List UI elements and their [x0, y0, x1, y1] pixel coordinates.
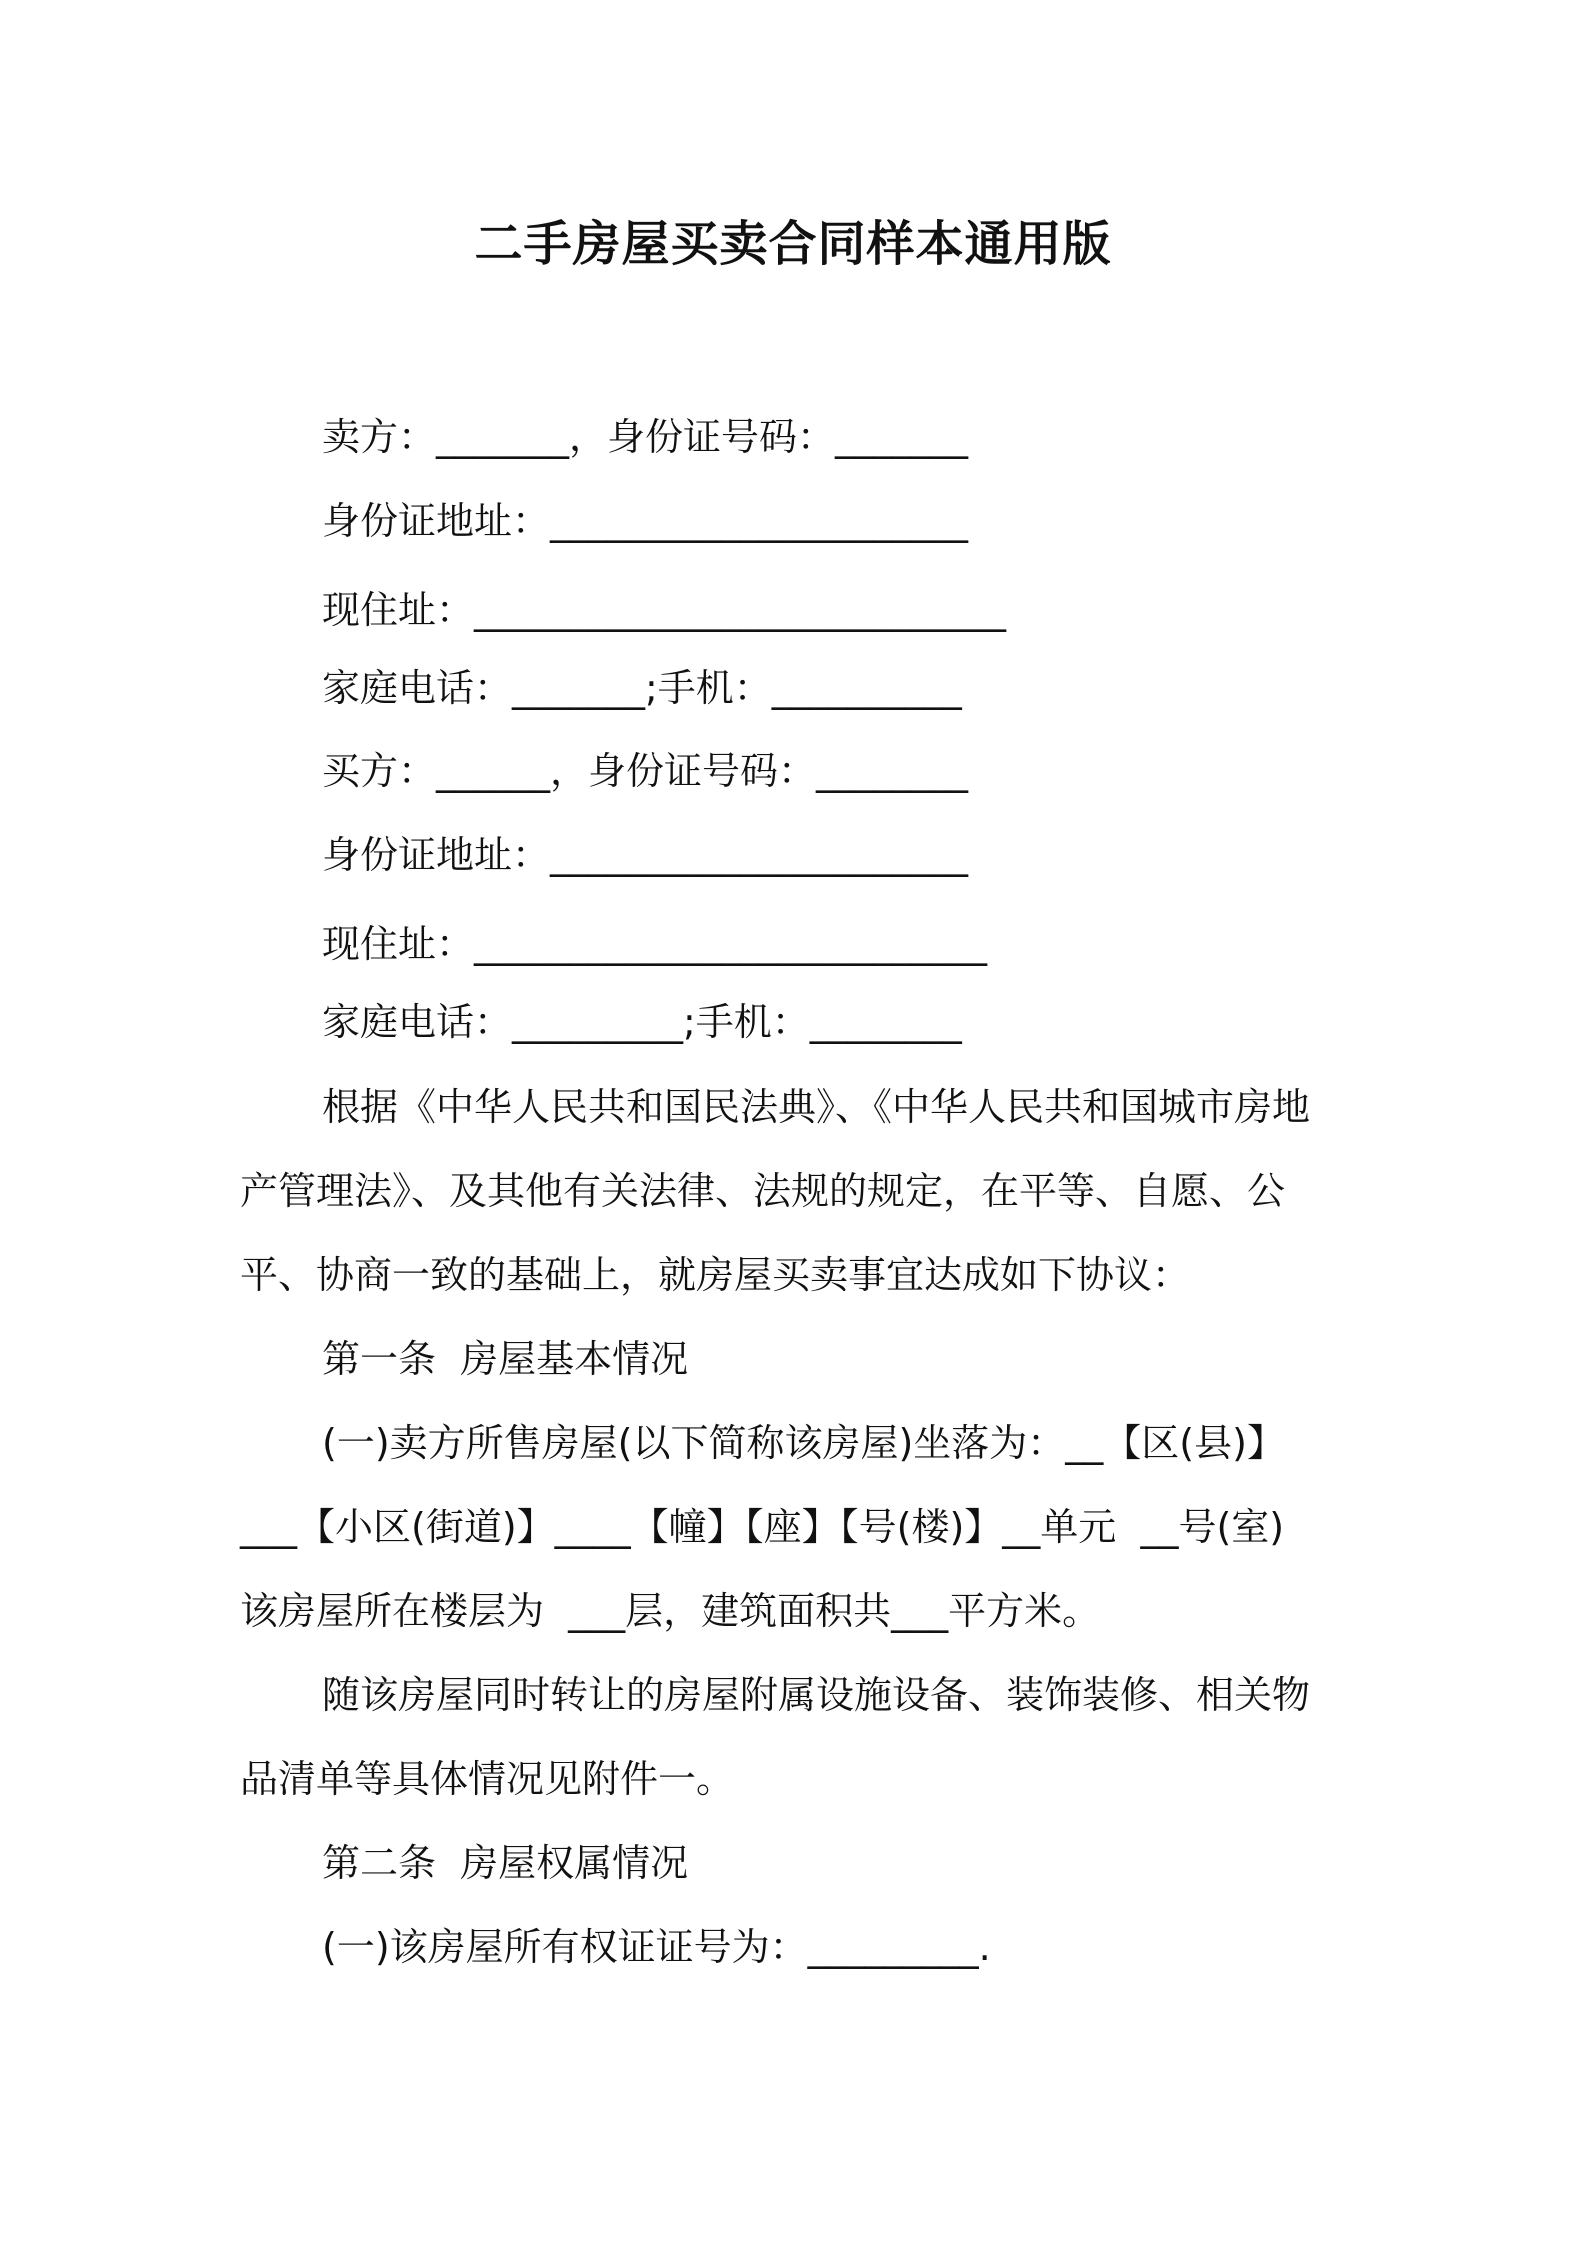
buyer-name-id-line: 买方：______，身份证号码：________: [322, 749, 969, 793]
buyer-current-address-line: 现住址：___________________________: [322, 922, 988, 966]
preamble-line-3: 平、协商一致的基础上，就房屋买卖事宜达成如下协议：: [240, 1253, 1191, 1297]
seller-current-address-line: 现住址：____________________________: [322, 588, 1007, 632]
seller-phone-line: 家庭电话：_______;手机：__________: [322, 666, 962, 710]
preamble-line-1: 根据《中华人民共和国民法典》、《中华人民共和国城市房地: [322, 1085, 1311, 1129]
buyer-id-address-line: 身份证地址：______________________: [322, 833, 969, 877]
article-1-para-2-line-2: 品清单等具体情况见附件一。: [240, 1757, 735, 1801]
document-title: 二手房屋买卖合同样本通用版: [474, 216, 1112, 272]
preamble-line-2: 产管理法》、及其他有关法律、法规的规定，在平等、自愿、公: [240, 1169, 1286, 1213]
article-1-heading: 第一条 房屋基本情况: [322, 1337, 689, 1381]
seller-name-id-line: 卖方：_______，身份证号码：_______: [322, 415, 969, 459]
article-2-heading: 第二条 房屋权属情况: [322, 1841, 689, 1885]
article-1-para-1-line-1: (一)卖方所售房屋(以下简称该房屋)坐落为：__【区(县)】: [322, 1421, 1285, 1465]
article-1-para-1-line-3: 该房屋所在楼层为 ___层，建筑面积共___平方米。: [240, 1589, 1101, 1633]
article-1-para-1-line-2: ___【小区(街道)】____【幢】【座】【号(楼)】__单元 __号(室): [240, 1505, 1285, 1549]
seller-id-address-line: 身份证地址：______________________: [322, 499, 969, 543]
article-1-para-2-line-1: 随该房屋同时转让的房屋附属设施设备、装饰装修、相关物: [322, 1673, 1311, 1717]
buyer-phone-line: 家庭电话：_________;手机：________: [322, 1000, 962, 1044]
article-2-para-1-line-1: (一)该房屋所有权证证号为：_________.: [322, 1925, 991, 1969]
